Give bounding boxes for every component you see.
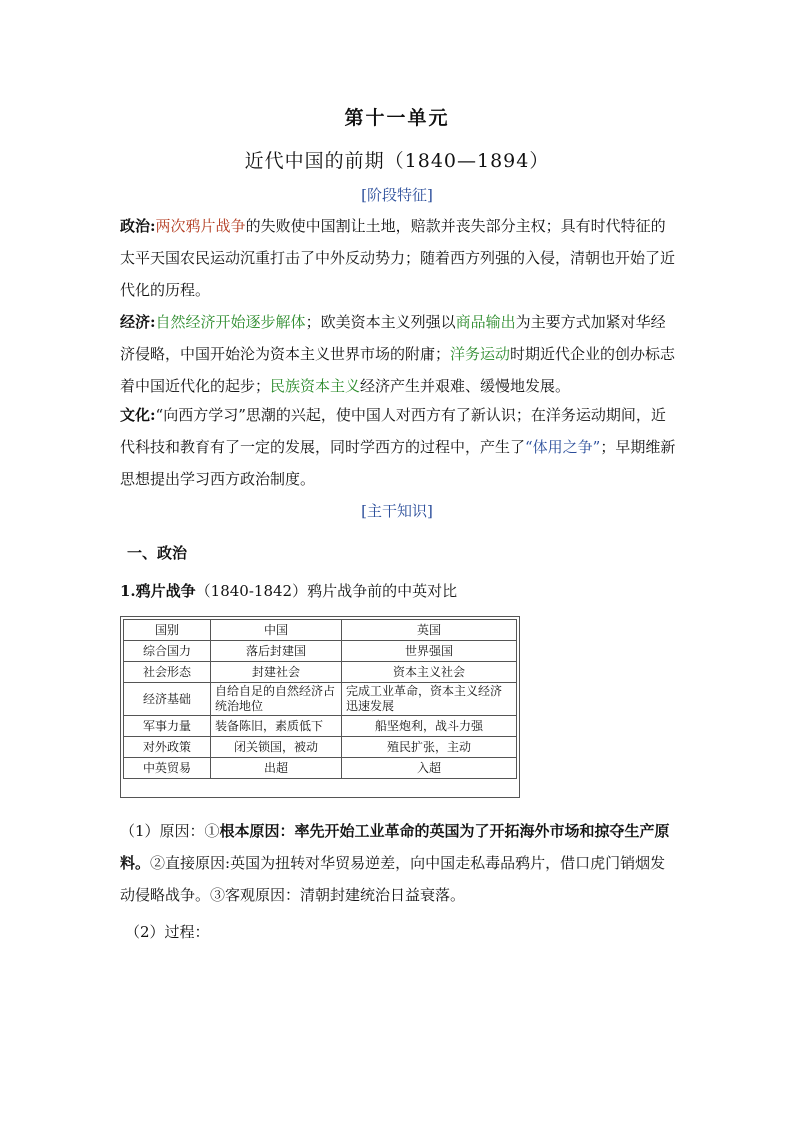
politics-highlight: 两次鸦片战争 xyxy=(155,217,246,235)
table-header-row xyxy=(124,620,517,641)
table-row xyxy=(124,662,517,683)
process-heading: （2）过程： xyxy=(125,923,210,941)
table-row xyxy=(124,716,517,737)
economy-text-1: ；欧美资本主义列强以 xyxy=(305,313,456,331)
section-politics-heading: 一、政治 xyxy=(127,544,188,562)
table-header-cell: 英国 xyxy=(342,620,517,641)
table-header-cell: 中国 xyxy=(211,620,342,641)
economy-highlight-3: 洋务运动 xyxy=(450,345,511,363)
main-title: 近代中国的前期（1840—1894） xyxy=(244,150,550,172)
table-cell: 中英贸易 xyxy=(124,758,211,779)
opium-war-title: 1.鸦片战争 xyxy=(120,582,196,600)
economy-text-3: 时期近代企业的创办标志着中国近代化的起步； xyxy=(120,345,676,395)
politics-text: 的失败使中国割让土地，赔款并丧失部分主权；具有时代特征的太平天国农民运动沉重打击了中外反动势力；随着西方列强的入侵，清朝也开始了近代化的历程。 xyxy=(120,217,676,299)
comparison-table-frame xyxy=(120,616,520,798)
economy-highlight-4: 民族资本主义 xyxy=(270,377,361,395)
economy-text-4: 经济产生并艰难、缓慢地发展。 xyxy=(360,377,571,395)
opium-war-heading xyxy=(120,580,457,601)
table-cell: 闭关锁国，被动 xyxy=(211,737,342,758)
table-cell: 对外政策 xyxy=(124,737,211,758)
table-cell: 自给自足的自然经济占统治地位 xyxy=(211,683,342,716)
culture-highlight: “体用之争” xyxy=(525,438,601,456)
culture-label: 文化: xyxy=(120,406,156,424)
table-header-cell: 国别 xyxy=(124,620,211,641)
table-cell: 船坚炮利，战斗力强 xyxy=(342,716,517,737)
table-row xyxy=(124,641,517,662)
causes-text: ②直接原因:英国为扭转对华贸易逆差，向中国走私毒品鸦片，借口虎门销烟发动侵略战争。③客观原因：清朝封建统治日益衰落。 xyxy=(120,854,666,904)
table-cell: 入超 xyxy=(342,758,517,779)
culture-text-2: ；早期维新思想提出学习西方政治制度。 xyxy=(120,438,676,488)
table-cell: 封建社会 xyxy=(211,662,342,683)
china-britain-comparison-table xyxy=(123,619,517,779)
economy-paragraph xyxy=(120,306,680,402)
table-cell: 军事力量 xyxy=(124,716,211,737)
economy-highlight-2: 商品输出 xyxy=(455,313,516,331)
politics-paragraph xyxy=(120,210,680,306)
table-cell: 完成工业革命，资本主义经济迅速发展 xyxy=(342,683,517,716)
table-cell: 出超 xyxy=(211,758,342,779)
opium-war-subtitle: （1840-1842）鸦片战争前的中英对比 xyxy=(195,582,458,600)
table-cell: 综合国力 xyxy=(124,641,211,662)
stage-features-heading: [阶段特征] xyxy=(361,186,433,204)
causes-paragraph xyxy=(120,815,680,911)
economy-text-2: 为主要方式加紧对华经济侵略，中国开始沦为资本主义世界市场的附庸； xyxy=(120,313,666,363)
unit-title: 第十一单元 xyxy=(344,107,450,129)
table-cell: 资本主义社会 xyxy=(342,662,517,683)
causes-prefix: （1）原因：① xyxy=(120,822,220,840)
culture-text-1: “向西方学习”思潮的兴起，使中国人对西方有了新认识；在洋务运动期间，近代科技和教育有了一定的发展，同时学西方的过程中，产生了 xyxy=(120,406,666,456)
causes-root-cause: 根本原因：率先开始工业革命的英国为了开拓海外市场和掠夺生产原料。 xyxy=(120,822,670,872)
culture-paragraph xyxy=(120,399,680,495)
table-cell: 殖民扩张，主动 xyxy=(342,737,517,758)
economy-label: 经济: xyxy=(120,313,156,331)
table-cell: 装备陈旧，素质低下 xyxy=(211,716,342,737)
table-cell: 世界强国 xyxy=(342,641,517,662)
table-row xyxy=(124,758,517,779)
table-cell: 社会形态 xyxy=(124,662,211,683)
table-row xyxy=(124,737,517,758)
table-row xyxy=(124,683,517,716)
economy-highlight-1: 自然经济开始逐步解体 xyxy=(155,313,306,331)
table-cell: 落后封建国 xyxy=(211,641,342,662)
table-cell: 经济基础 xyxy=(124,683,211,716)
main-knowledge-heading: [主干知识] xyxy=(361,502,433,520)
politics-label: 政治: xyxy=(120,217,156,235)
